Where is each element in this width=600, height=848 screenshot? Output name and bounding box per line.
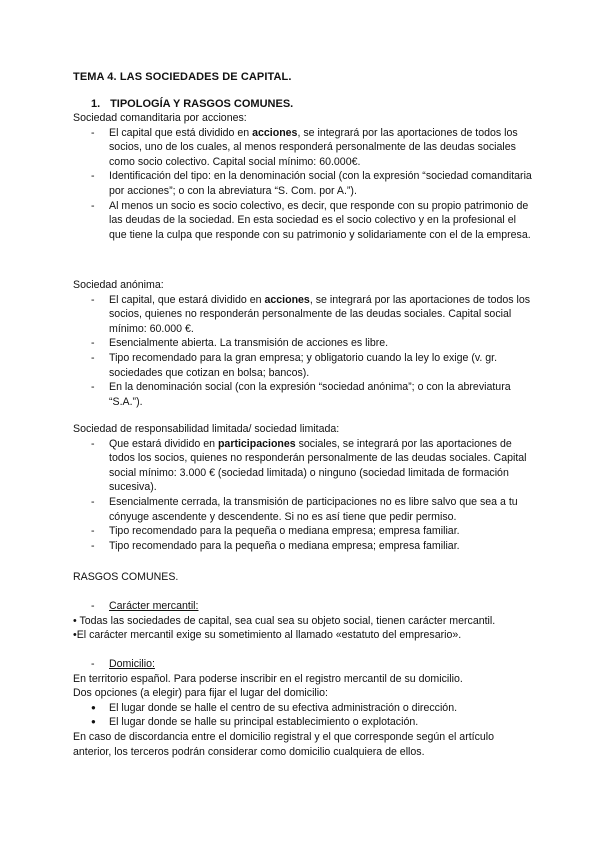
domicilio-paragraph-1: En territorio español. Para poderse inscribir en el registro mercantil de su domicilio. [73, 672, 463, 685]
list-item [91, 437, 533, 495]
sca-block [73, 111, 533, 242]
sa-block [73, 278, 533, 409]
mercantil-paragraph-2: •El carácter mercantil exige su sometimiento al llamado «estatuto del empresario». [73, 629, 462, 642]
list-item: - Al menos un socio es socio colectivo, es decir, que responde con su propio patrimonio de las deudas de la sociedad. En esta sociedad es el socio colectivo y en la profesional el que tiene la culpa que responde con su patrimonio y solidariamente con el de la empresa. [91, 199, 533, 243]
sca-list [73, 126, 533, 243]
srl-label: Sociedad de responsabilidad limitada/ sociedad limitada: [73, 423, 340, 435]
domicilio-options-list [73, 701, 533, 730]
list-item: ● El lugar donde se halle su principal establecimiento o explotación. [91, 715, 533, 730]
list-item [91, 126, 533, 170]
mercantil-heading: Carácter mercantil: [109, 600, 199, 612]
mercantil-block [73, 599, 533, 643]
list-item [91, 599, 533, 614]
section-heading-text: TIPOLOGÍA Y RASGOS COMUNES. [110, 98, 294, 110]
section-number: 1. [91, 98, 101, 110]
srl-block [73, 422, 533, 553]
text: , se integrará por las aportaciones de todos los socios, quienes no responderán personalmente de las deudas sociales. Capital social mínimo: 60.000 €. [109, 293, 531, 335]
list-item: - Tipo recomendado para la pequeña o mediana empresa; empresa familiar. [91, 524, 533, 539]
list-item: - Esencialmente abierta. La transmisión de acciones es libre. [91, 336, 533, 351]
domicilio-block [73, 657, 533, 759]
list-item: - Esencialmente cerrada, la transmisión de participaciones no es libre salvo que sea a tu cónyuge ascendente y descendente. Si no es así tiene que pedir permiso. [91, 495, 533, 524]
mercantil-heading-list [73, 599, 533, 614]
rasgos-label: RASGOS COMUNES. [73, 571, 179, 583]
list-item: - Tipo recomendado para la pequeña o mediana empresa; empresa familiar. [91, 539, 533, 554]
list-item: - Tipo recomendado para la gran empresa; y obligatorio cuando la ley lo exige (v. gr. sociedades que cotizan en bolsa; bancos). [91, 351, 533, 380]
text: Que estará dividido en [109, 437, 218, 450]
sa-label: Sociedad anónima: [73, 279, 164, 291]
document-title: TEMA 4. LAS SOCIEDADES DE CAPITAL. [73, 71, 292, 83]
domicilio-heading: Domicilio: [109, 658, 155, 670]
mercantil-paragraph-1: • Todas las sociedades de capital, sea cual sea su objeto social, tienen carácter mercantil. [73, 614, 496, 627]
srl-list [73, 437, 533, 554]
text: El capital que está dividido en [109, 126, 253, 139]
sca-label: Sociedad comanditaria por acciones: [73, 112, 247, 124]
domicilio-paragraph-2: Dos opciones (a elegir) para fijar el lugar del domicilio: [73, 687, 328, 700]
text: , se integrará por las aportaciones de todos los socios, uno de los cuales, al menos responderá personalmente de las deudas sociales como socio colectivo. Capital social mínimo: 60.000€. [109, 126, 518, 168]
sa-list [73, 293, 533, 410]
domicilio-paragraph-3: En caso de discordancia entre el domicilio registral y el que corresponde según el artículo anterior, los terceros podrán considerar como domicilio cualquiera de ellos. [73, 730, 495, 758]
list-item [91, 657, 533, 672]
text: sociales, se integrará por las aportaciones de todos los socios, quienes no responderán personalmente de las deudas sociales. Capital social mínimo: 3.000 € (sociedad limitada) o ninguno (sociedad limitada de formación sucesiva). [109, 437, 527, 494]
list-item: - Identificación del tipo: en la denominación social (con la expresión “sociedad comanditaria por acciones”; o con la abreviatura “S. Com. por A.”). [91, 169, 533, 198]
bold-term: acciones [252, 126, 298, 139]
bold-term: acciones [264, 293, 310, 306]
bold-term: participaciones [217, 437, 296, 450]
section-heading [91, 97, 293, 112]
list-item [91, 293, 533, 337]
list-item: - En la denominación social (con la expresión “sociedad anónima”; o con la abreviatura “S.A.”). [91, 380, 533, 409]
list-item: ● El lugar donde se halle el centro de su efectiva administración o dirección. [91, 701, 533, 716]
text: El capital, que estará dividido en [109, 293, 265, 306]
domicilio-heading-list [73, 657, 533, 672]
